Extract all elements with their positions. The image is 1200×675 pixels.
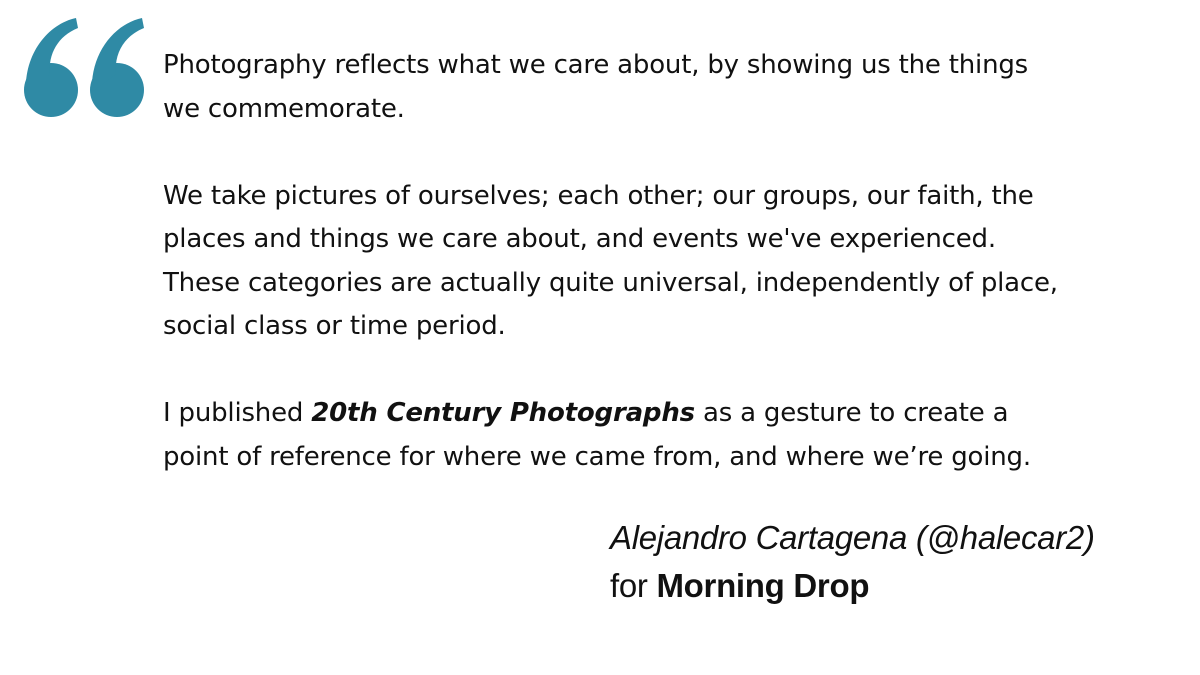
book-title: 20th Century Photographs [311,398,695,428]
quote-paragraph-3-prefix: I published [163,398,312,428]
open-quote-icon [20,14,155,119]
quote-text [163,44,1063,479]
quote-paragraph-2: We take pictures of ourselves; each other; our groups, our faith, the places and things we care about, and events we've experienced. These categories are actually quite universal, independently of place, social class or time period. [163,180,1058,341]
attribution [610,514,1170,610]
for-label: for [610,567,657,604]
quote-paragraph-3-suffix: as a gesture to create a point of reference for where we came from, and where we’re going. [163,398,1031,472]
quote-paragraph-3 [163,392,1063,479]
quote-paragraph-1: Photography reflects what we care about, by showing us the things we commemorate. [163,50,1028,124]
author-name: Alejandro Cartagena (@halecar2) [610,519,1095,556]
outlet-name: Morning Drop [656,567,870,604]
